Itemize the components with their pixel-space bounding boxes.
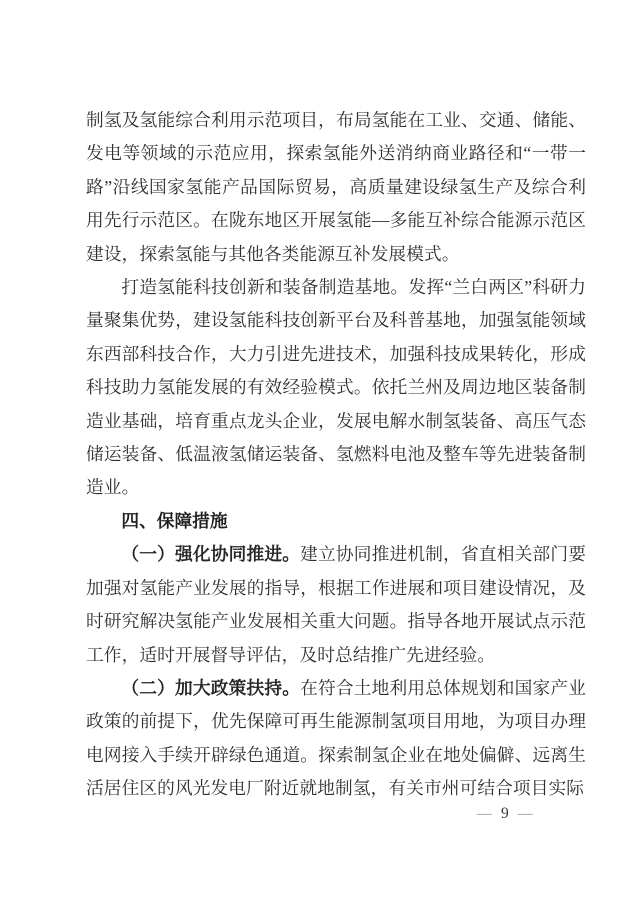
section-heading-safeguard-measures: 四、保障措施 — [121, 510, 228, 531]
page-number: 9 — [501, 805, 509, 822]
paragraph-item-1-coordination — [86, 538, 586, 672]
item-1-lead: （一）强化协同推进。 — [121, 544, 301, 565]
paragraph-item-2-policy-support — [86, 672, 586, 806]
paragraph-hydrogen-demo-continuation: 制氢及氢能综合利用示范项目，布局氢能在工业、交通、储能、发电等领域的示范应用，探索氢能外送消纳商业路径和“一带一路”沿线国家氢能产品国际贸易，高质量建设绿氢生产及综合利用先行示范区。在陇东地区开展氢能—多能互补综合能源示范区建设，探索氢能与其他各类能源互补发展模式。 — [86, 110, 586, 264]
item-1-text: 建立协同推进机制，省直相关部门要加强对氢能产业发展的指导，根据工作进展和项目建设情况，及时研究解决氢能产业发展相关重大问题。指导各地开展试点示范工作，适时开展督导评估，及时总结推广先进经验。 — [86, 544, 586, 665]
page-number-dash-right: — — [517, 806, 533, 822]
paragraph-tech-equipment-base: 打造氢能科技创新和装备制造基地。发挥“兰白两区”科研力量聚集优势，建设氢能科技创新平台及科普基地，加强氢能领域东西部科技合作，大力引进先进技术，加强科技成果转化，形成科技助力氢能发展的有效经验模式。依托兰州及周边地区装备制造业基础，培育重点龙头企业，发展电解水制氢装备、高压气态储运装备、低温液氢储运装备、氢燃料电池及整车等先进装备制造业。 — [86, 277, 586, 498]
page-number-dash-left: — — [477, 806, 492, 822]
page-footer — [477, 803, 533, 825]
document-body — [86, 104, 586, 806]
item-2-lead: （二）加大政策扶持。 — [121, 677, 301, 698]
item-2-text: 在符合土地利用总体规划和国家产业政策的前提下，优先保障可再生能源制氢项目用地，为项目办理电网接入手续开辟绿色通道。探索制氢企业在地处偏僻、远离生活居住区的风光发电厂附近就地制氢，有关市州可结合项目实际 — [86, 677, 586, 799]
